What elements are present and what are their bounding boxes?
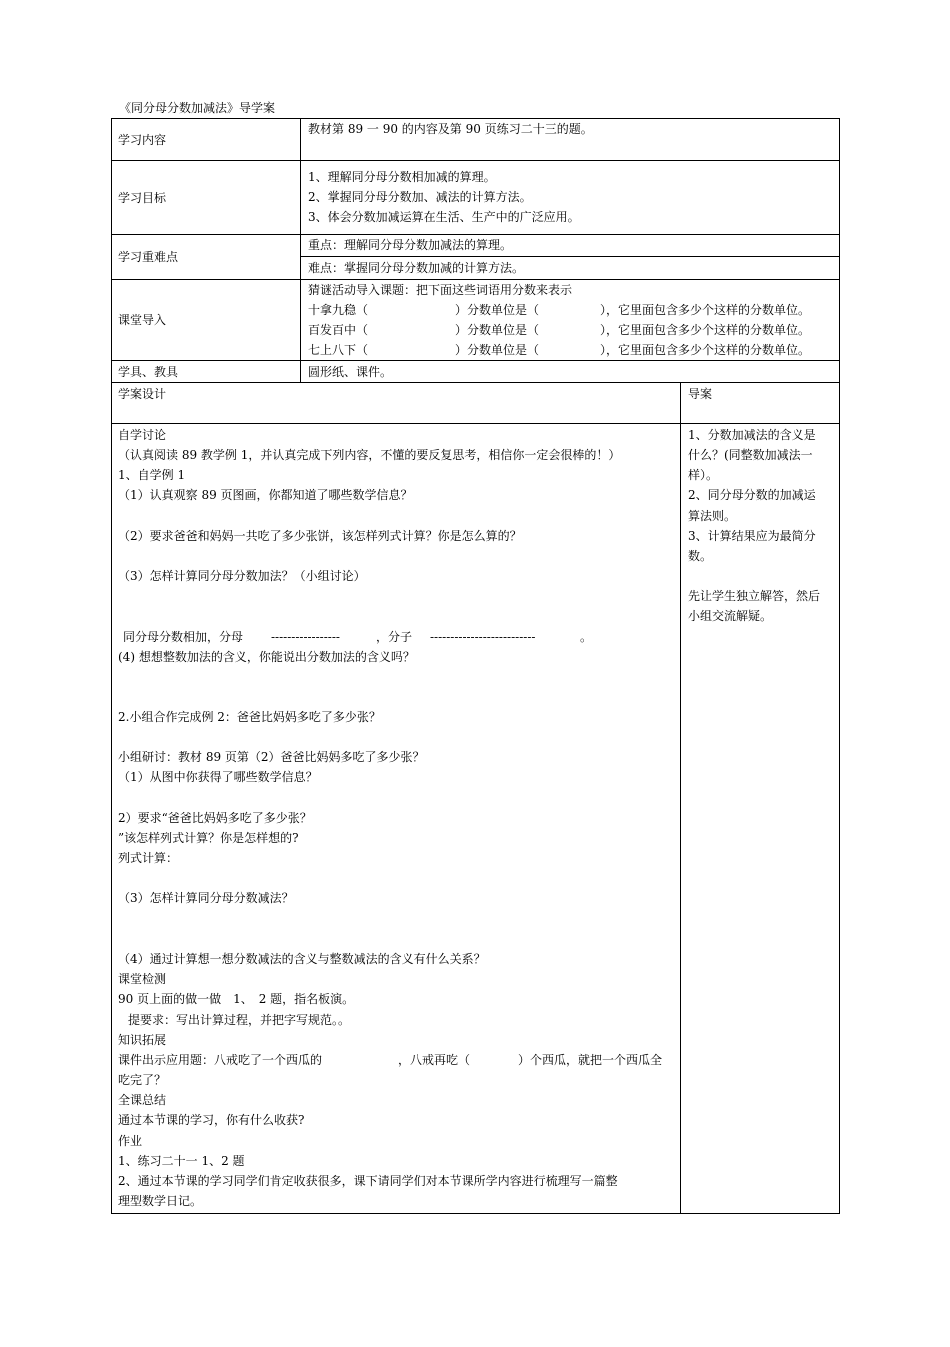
design-line: 90 页上面的做一做 1、 2 题，指名板演。 xyxy=(118,992,355,1006)
row-label-content: 学习内容 xyxy=(118,133,167,147)
row-divider xyxy=(111,160,840,161)
key-difficulty: 难点：掌握同分母分数加减的计算方法。 xyxy=(308,261,525,275)
design-header-right: 导案 xyxy=(688,387,713,401)
design-column-divider xyxy=(680,382,681,1214)
row-label-intro: 课堂导入 xyxy=(118,313,167,327)
guide-line: 2、同分母分数的加减运 xyxy=(688,488,816,502)
design-line: 2）要求“爸爸比妈妈多吃了多少张？ xyxy=(118,811,312,825)
answer-blank: ----------------- xyxy=(271,630,340,644)
design-line: 作业 xyxy=(118,1134,143,1148)
design-line: 2.小组合作完成例 2：爸爸比妈妈多吃了多少张？ xyxy=(118,710,381,724)
design-line: ”该怎样列式计算？你是怎样想的? xyxy=(118,831,299,845)
intro-tail: ），它里面包含多少个这样的分数单位。 xyxy=(600,303,811,317)
design-line: (4) 想想整数加法的含义，你能说出分数加法的含义吗？ xyxy=(118,650,415,664)
design-line: （1）从图中你获得了哪些数学信息？ xyxy=(118,770,318,784)
design-line: 同分母分数相加，分母 xyxy=(123,630,244,644)
guide-line: 3、计算结果应为最简分 xyxy=(688,529,816,543)
design-header-left: 学案设计 xyxy=(118,387,167,401)
goal-item: 1、理解同分母分数相加减的算理。 xyxy=(308,170,496,184)
design-line: 课件出示应用题：八戒吃了一个西瓜的 xyxy=(118,1053,323,1067)
design-line: 自学讨论 xyxy=(118,428,167,442)
goal-item: 2、掌握同分母分数加、减法的计算方法。 xyxy=(308,190,532,204)
intro-tail: ），它里面包含多少个这样的分数单位。 xyxy=(600,343,811,357)
row-label-goals: 学习目标 xyxy=(118,191,167,205)
design-line: 小组研讨：教材 89 页第（2）爸爸比妈妈多吃了多少张？ xyxy=(118,750,425,764)
row-subdivider xyxy=(300,256,840,257)
guide-line: 数。 xyxy=(688,549,713,563)
answer-blank: -------------------------- xyxy=(430,630,536,644)
design-line: 。 xyxy=(580,630,593,644)
guide-line: 什么？(同整数加减法一 xyxy=(688,448,813,462)
design-line: ）个西瓜，就把一个西瓜全 xyxy=(518,1053,663,1067)
guide-line: 小组交流解疑。 xyxy=(688,609,773,623)
design-line: 理型数学日记。 xyxy=(118,1194,203,1208)
design-line: 列式计算： xyxy=(118,851,179,865)
design-line: （认真阅读 89 教学例 1，并认真完成下列内容，不懂的要反复思考，相信你一定会很棒的！） xyxy=(118,448,621,462)
design-line: 知识拓展 xyxy=(118,1033,167,1047)
intro-lead: 猜谜活动导入课题：把下面这些词语用分数来表示 xyxy=(308,283,573,297)
intro-mid: ）分数单位是（ xyxy=(455,303,540,317)
intro-tail: ），它里面包含多少个这样的分数单位。 xyxy=(600,323,811,337)
guide-line: 先让学生独立解答，然后 xyxy=(688,589,821,603)
row-label-tools: 学具、教具 xyxy=(118,365,179,379)
design-line: 2、通过本节课的学习同学们肯定收获很多，课下请同学们对本节课所学内容进行梳理写一篇整 xyxy=(118,1174,618,1188)
design-line: 1、自学例 1 xyxy=(118,468,186,482)
row-label-key: 学习重难点 xyxy=(118,250,179,264)
goal-item: 3、体会分数加减运算在生活、生产中的广泛应用。 xyxy=(308,210,580,224)
design-line: 提要求：写出计算过程，并把字写规范。。 xyxy=(128,1013,351,1027)
info-table-column-divider xyxy=(300,118,301,383)
key-focus: 重点：理解同分母分数加减法的算理。 xyxy=(308,238,513,252)
design-line: 通过本节课的学习，你有什么收获? xyxy=(118,1113,305,1127)
intro-word: 七上八下（ xyxy=(308,343,369,357)
intro-mid: ）分数单位是（ xyxy=(455,323,540,337)
design-line: （4）通过计算想一想分数减法的含义与整数减法的含义有什么关系？ xyxy=(118,952,486,966)
design-line: （1）认真观察 89 页图画，你都知道了哪些数学信息？ xyxy=(118,488,413,502)
row-text-tools: 圆形纸、课件。 xyxy=(308,365,393,379)
guide-line: 样）。 xyxy=(688,468,719,482)
design-line: 1、练习二十一 1、2 题 xyxy=(118,1154,245,1168)
design-line: 吃完了？ xyxy=(118,1073,167,1087)
design-line: （3）怎样计算同分母分数减法？ xyxy=(118,891,294,905)
document-title: 《同分母分数加减法》导学案 xyxy=(119,101,276,115)
row-text-content: 教材第 89 一 90 的内容及第 90 页练习二十三的题。 xyxy=(308,122,593,136)
design-line: （3）怎样计算同分母分数加法？（小组讨论） xyxy=(118,569,366,583)
design-line: ，八戒再吃（ xyxy=(398,1053,471,1067)
design-header-divider xyxy=(111,423,840,424)
intro-mid: ）分数单位是（ xyxy=(455,343,540,357)
design-line: 全课总结 xyxy=(118,1093,167,1107)
row-divider xyxy=(111,360,840,361)
intro-word: 十拿九稳（ xyxy=(308,303,369,317)
guide-line: 算法则。 xyxy=(688,509,737,523)
intro-word: 百发百中（ xyxy=(308,323,369,337)
guide-line: 1、分数加减法的含义是 xyxy=(688,428,816,442)
design-line: ，分子 xyxy=(376,630,413,644)
design-line: 课堂检测 xyxy=(118,972,167,986)
design-line: （2）要求爸爸和妈妈一共吃了多少张饼，该怎样列式计算？你是怎么算的？ xyxy=(118,529,522,543)
